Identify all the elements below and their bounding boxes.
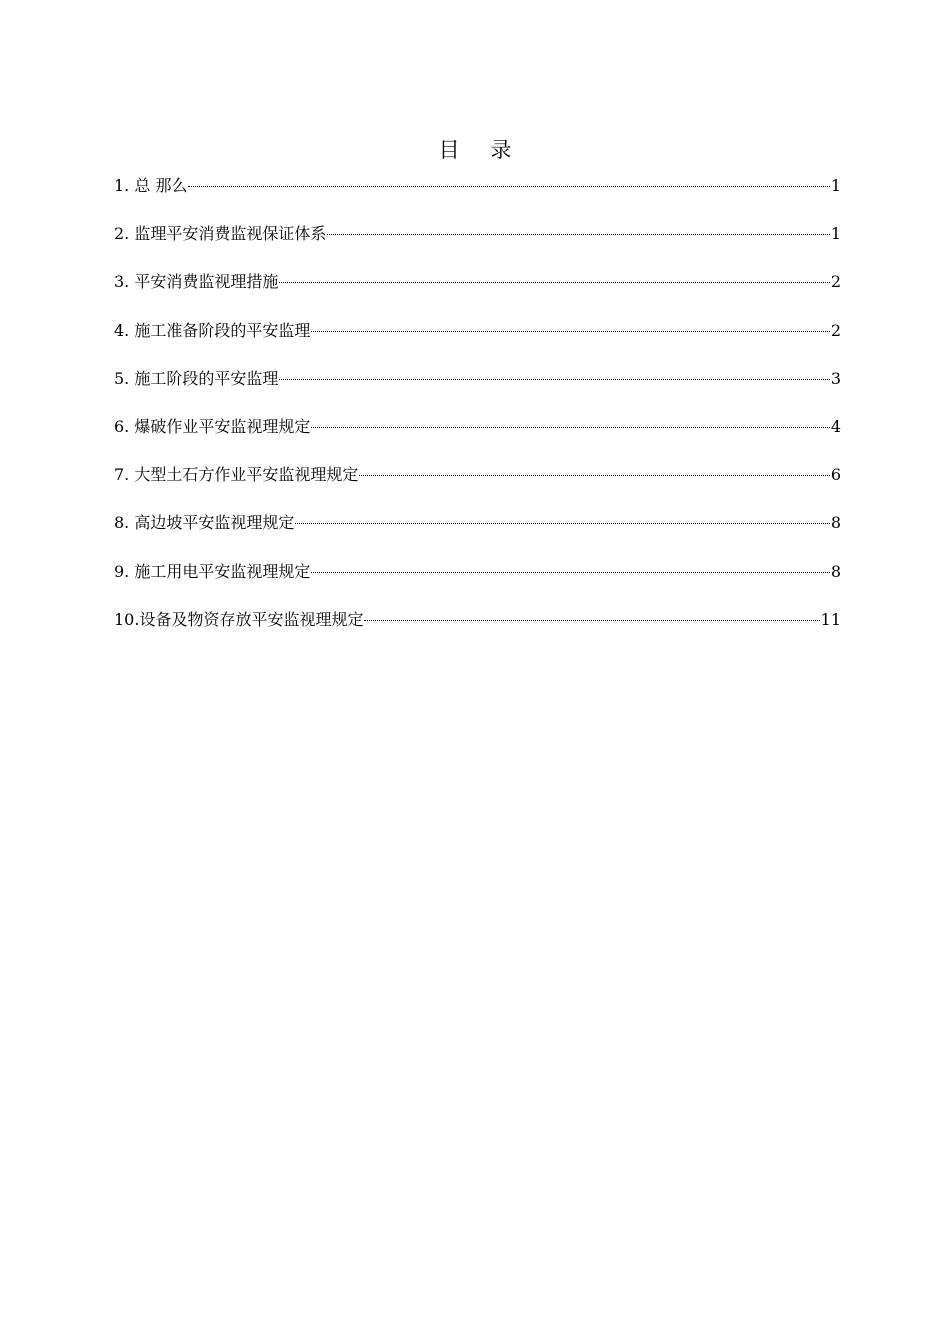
toc-entry-label: 6. 爆破作业平安监视理规定 [114, 416, 311, 436]
toc-entry[interactable] [114, 560, 841, 608]
toc-entry-page: 2 [830, 272, 841, 292]
toc-entry[interactable] [114, 463, 841, 511]
toc-entry[interactable] [114, 608, 841, 656]
toc-dot-leader [327, 234, 829, 235]
toc-dot-leader [279, 379, 829, 380]
toc-title: 目 录 [438, 138, 524, 162]
toc-entry-page: 11 [820, 609, 841, 629]
toc-entry-page: 1 [830, 176, 841, 195]
toc-entry[interactable] [114, 174, 841, 222]
table-of-contents [114, 174, 841, 656]
toc-entry-label: 5. 施工阶段的平安监理 [114, 368, 279, 388]
toc-entry-label: 7. 大型土石方作业平安监视理规定 [114, 465, 359, 485]
toc-entry-page: 3 [830, 368, 841, 388]
toc-dot-leader [311, 572, 829, 573]
toc-entry-label: 2. 监理平安消费监视保证体系 [114, 224, 327, 244]
toc-entry-page: 4 [830, 416, 841, 436]
toc-entry-page: 8 [830, 561, 841, 581]
toc-entry-label: 3. 平安消费监视理措施 [114, 272, 279, 292]
toc-entry-page: 2 [830, 320, 841, 340]
toc-entry[interactable] [114, 415, 841, 463]
toc-entry-page: 8 [830, 513, 841, 533]
toc-entry-page: 1 [830, 224, 841, 244]
toc-dot-leader [295, 523, 829, 524]
toc-dot-leader [311, 427, 829, 428]
toc-entry[interactable] [114, 511, 841, 559]
toc-dot-leader [364, 620, 819, 621]
toc-entry[interactable] [114, 270, 841, 318]
toc-dot-leader [311, 331, 829, 332]
toc-dot-leader [279, 282, 829, 283]
toc-entry-label: 4. 施工准备阶段的平安监理 [114, 320, 311, 340]
toc-dot-leader [188, 186, 829, 187]
toc-entry-label: 8. 高边坡平安监视理规定 [114, 513, 295, 533]
toc-entry-label: 1. 总 那么 [114, 176, 188, 195]
toc-entry-label: 9. 施工用电平安监视理规定 [114, 561, 311, 581]
toc-dot-leader [359, 475, 829, 476]
toc-entry[interactable] [114, 319, 841, 367]
toc-entry[interactable] [114, 367, 841, 415]
toc-entry[interactable] [114, 222, 841, 270]
toc-entry-page: 6 [830, 465, 841, 485]
toc-entry-label: 10.设备及物资存放平安监视理规定 [114, 609, 364, 629]
